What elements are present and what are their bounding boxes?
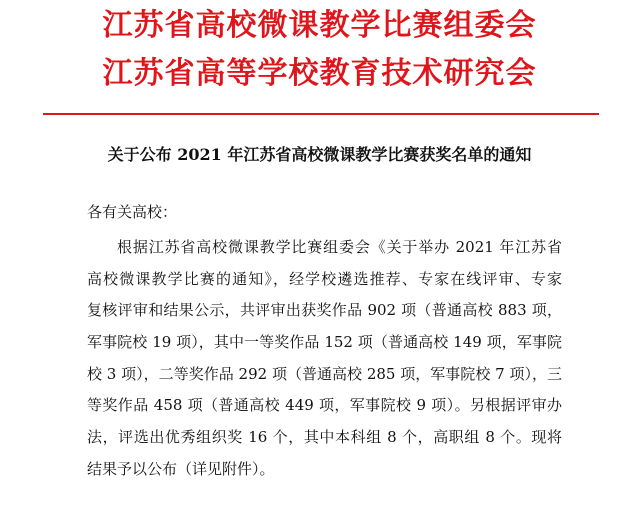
body-line: 根据江苏省高校微课教学比赛组委会《关于举办 2021 年江苏省 — [117, 238, 562, 256]
body-line: 复核评审和结果公示，共评审出获奖作品 902 项（普通高校 883 项， — [87, 301, 562, 320]
salutation: 各有关高校： — [87, 203, 178, 221]
body-line: 法，评选出优秀组织奖 16 个，其中本科组 8 个，高职组 8 个。现将 — [87, 428, 562, 447]
issuer-line-2: 江苏省高等学校教育技术研究会 — [102, 56, 537, 91]
body-line: 军事院校 19 项），其中一等奖作品 152 项（普通高校 149 项，军事院 — [87, 333, 562, 352]
notice-body — [87, 232, 562, 486]
red-header-rule — [43, 113, 599, 115]
body-line: 等奖作品 458 项（普通高校 449 项，军事院校 9 项）。另根据评审办 — [87, 396, 562, 415]
body-line: 高校微课教学比赛的通知》，经学校遴选推荐、专家在线评审、专家 — [87, 269, 562, 288]
body-line: 结果予以公布（详见附件）。 — [87, 459, 275, 478]
issuer-line-1: 江苏省高校微课教学比赛组委会 — [102, 8, 537, 43]
notice-title: 关于公布 2021 年江苏省高校微课教学比赛获奖名单的通知 — [107, 145, 532, 164]
body-line: 校 3 项），二等奖作品 292 项（普通高校 285 项，军事院校 7 项），三 — [87, 364, 562, 383]
